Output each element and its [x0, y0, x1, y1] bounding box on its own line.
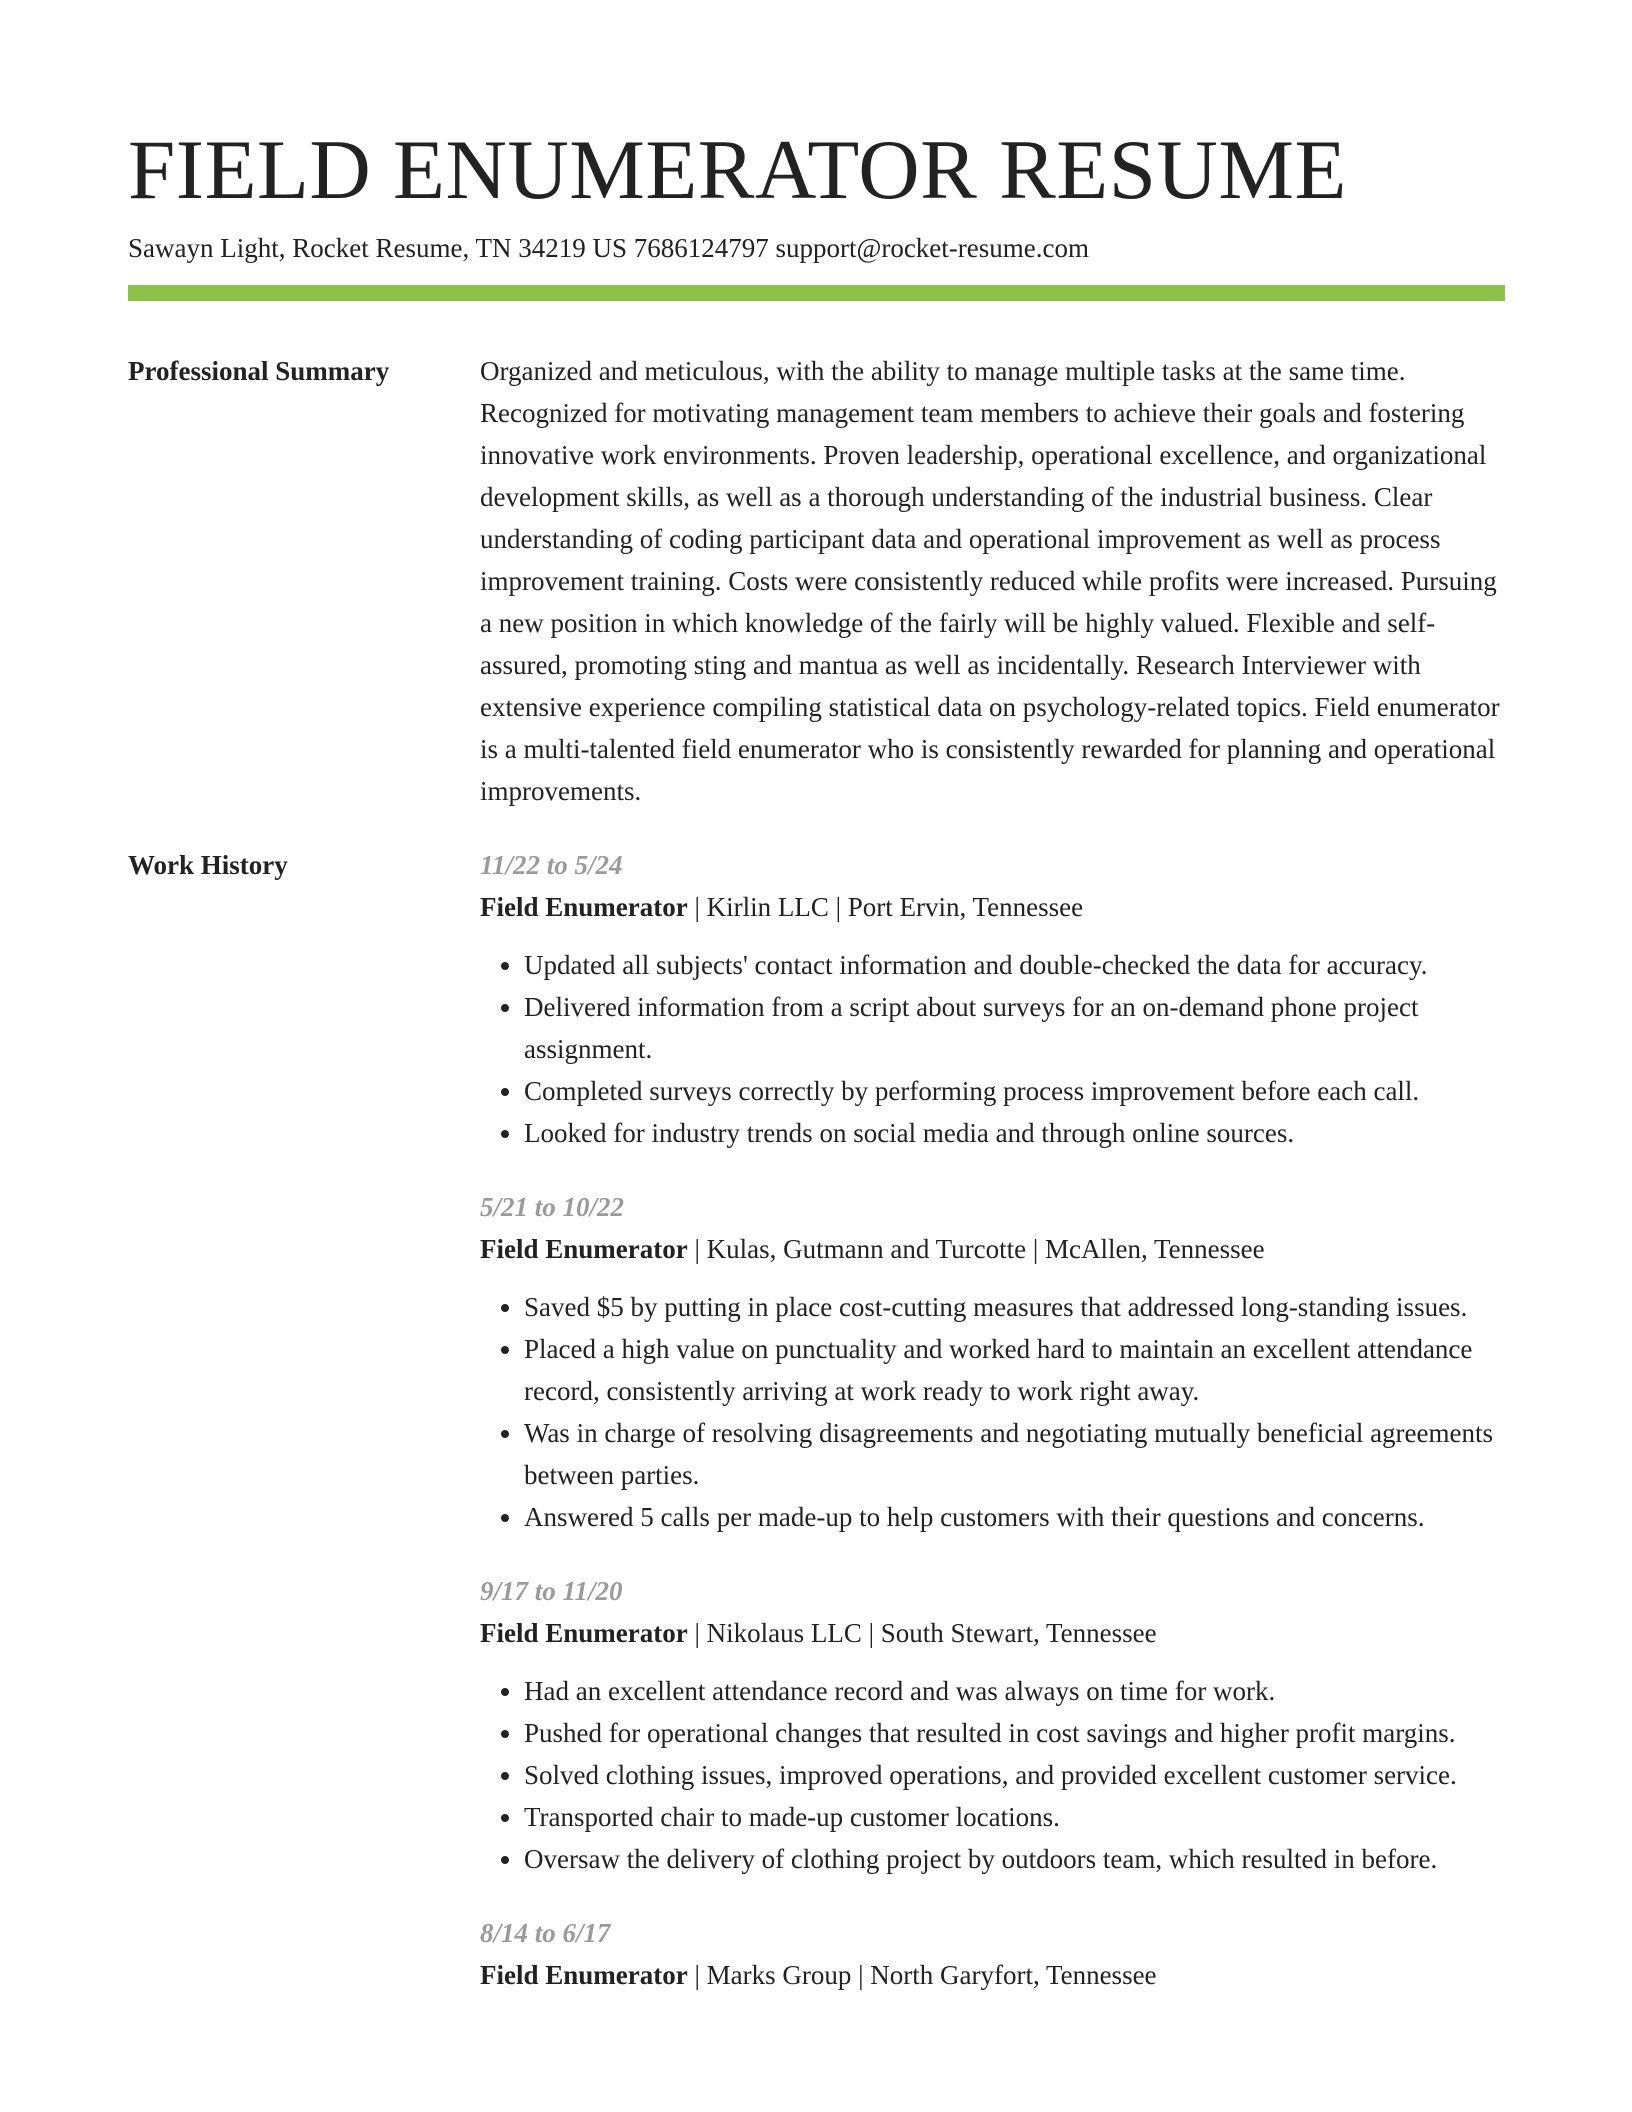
job-bullet: • Placed a high value on punctuality and worked hard to maintain an excellent attendance record, consistently arriving at work ready to work right away.	[524, 1328, 1505, 1412]
job-header	[480, 1228, 1505, 1270]
job-company-location: | Kulas, Gutmann and Turcotte | McAllen, Tennessee	[687, 1234, 1265, 1264]
job-dates: 8/14 to 6/17	[480, 1918, 611, 1948]
summary-text: Organized and meticulous, with the ability to manage multiple tasks at the same time. Recognized for motivating management team members to achieve their goals and fostering innovative work environments. Proven leadership, operational excellence, and organizational development skills, as well as a thorough understanding of the industrial business. Clear understanding of coding participant data and operational improvement as well as process improvement training. Costs were consistently reduced while profits were increased. Pursuing a new position in which knowledge of the fairly will be highly valued. Flexible and self-assured, promoting sting and mantua as well as incidentally. Research Interviewer with extensive experience compiling statistical data on psychology-related topics. Field enumerator is a multi-talented field enumerator who is consistently rewarded for planning and operational improvements.	[480, 356, 1500, 806]
job-title: Field Enumerator	[480, 1234, 688, 1264]
job-bullet: • Saved $5 by putting in place cost-cutting measures that addressed long-standing issues.	[524, 1286, 1505, 1328]
job-company-location: | Kirlin LLC | Port Ervin, Tennessee	[687, 892, 1084, 922]
job-bullet: • Delivered information from a script about surveys for an on-demand phone project assignment.	[524, 986, 1505, 1070]
job-bullet: • Solved clothing issues, improved operations, and provided excellent customer service.	[524, 1754, 1505, 1796]
job-company-location: | Nikolaus LLC | South Stewart, Tennessee	[687, 1618, 1157, 1648]
job-bullet: • Answered 5 calls per made-up to help customers with their questions and concerns.	[524, 1496, 1505, 1538]
job-entry	[480, 1912, 1505, 1996]
job-dates: 5/21 to 10/22	[480, 1192, 625, 1222]
job-bullet-list	[480, 1670, 1505, 1880]
section-label-work-history: Work History	[128, 850, 288, 880]
job-header	[480, 886, 1505, 928]
job-title: Field Enumerator	[480, 1618, 688, 1648]
job-bullet: • Oversaw the delivery of clothing project by outdoors team, which resulted in before.	[524, 1838, 1505, 1880]
job-bullet: • Looked for industry trends on social media and through online sources.	[524, 1112, 1505, 1154]
accent-divider	[128, 285, 1505, 301]
job-header	[480, 1612, 1505, 1654]
job-entry	[480, 844, 1505, 1154]
summary-body	[480, 350, 1505, 812]
job-dates: 9/17 to 11/20	[480, 1576, 623, 1606]
job-entry	[480, 1186, 1505, 1538]
job-entry	[480, 1570, 1505, 1880]
job-bullet-list	[480, 944, 1505, 1154]
section-label-professional-summary: Professional Summary	[128, 356, 390, 386]
job-bullet: • Was in charge of resolving disagreements and negotiating mutually beneficial agreements between parties.	[524, 1412, 1505, 1496]
resume-title: FIELD ENUMERATOR RESUME	[128, 123, 1347, 217]
job-bullet: • Pushed for operational changes that resulted in cost savings and higher profit margins.	[524, 1712, 1505, 1754]
job-bullet: • Completed surveys correctly by performing process improvement before each call.	[524, 1070, 1505, 1112]
work-history-list	[480, 844, 1505, 2028]
contact-line: Sawayn Light, Rocket Resume, TN 34219 US 7686124797 support@rocket-resume.com	[128, 233, 1089, 263]
job-bullet: • Updated all subjects' contact information and double-checked the data for accuracy.	[524, 944, 1505, 986]
job-title: Field Enumerator	[480, 892, 688, 922]
job-bullet: • Had an excellent attendance record and was always on time for work.	[524, 1670, 1505, 1712]
job-header	[480, 1954, 1505, 1996]
job-dates: 11/22 to 5/24	[480, 850, 623, 880]
job-company-location: | Marks Group | North Garyfort, Tennessee	[687, 1960, 1157, 1990]
job-bullet-list	[480, 1286, 1505, 1538]
job-title: Field Enumerator	[480, 1960, 688, 1990]
job-bullet: • Transported chair to made-up customer locations.	[524, 1796, 1505, 1838]
